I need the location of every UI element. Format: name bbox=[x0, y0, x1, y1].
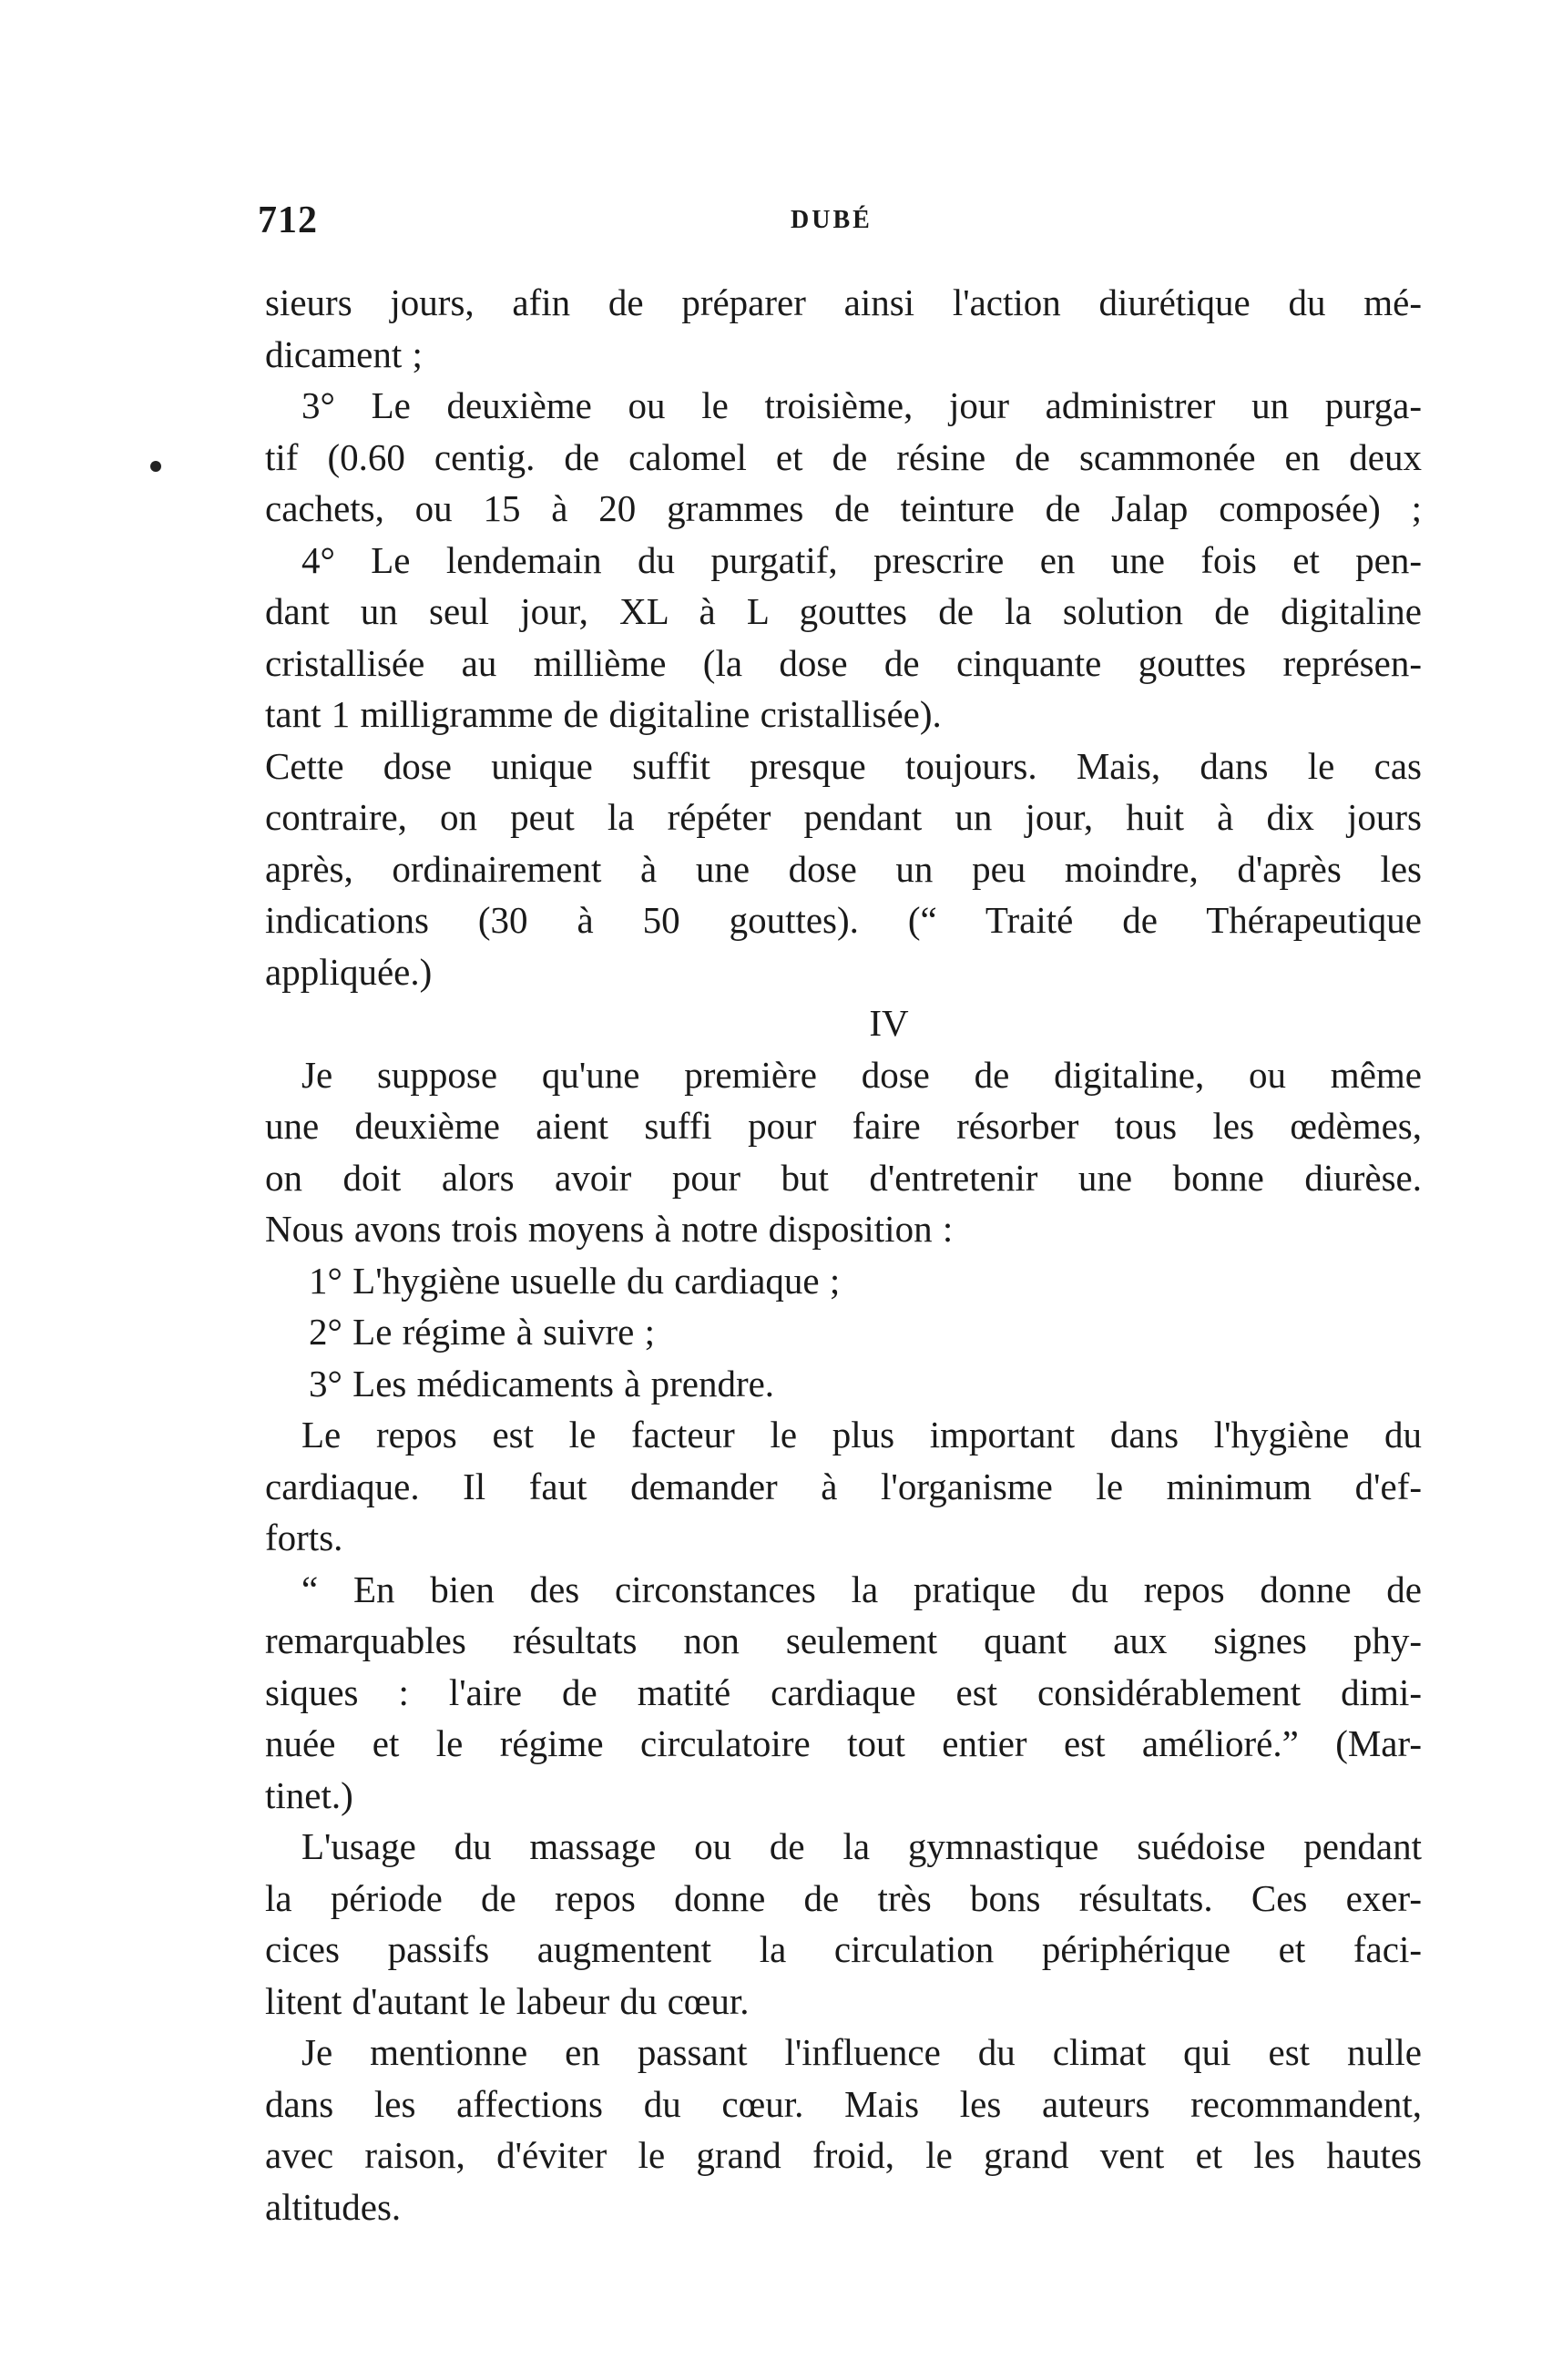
text-line: 4° Le lendemain du purgatif, prescrire en une fois et pen- bbox=[301, 538, 1422, 581]
text-line: indications (30 à 50 gouttes). (“ Traité de Thérapeutique bbox=[265, 899, 1422, 941]
text-line: Nous avons trois moyens à notre disposition : bbox=[265, 1208, 954, 1250]
text-line: litent d'autant le labeur du cœur. bbox=[265, 1979, 750, 2022]
text-line: on doit alors avoir pour but d'entretenir une bonne diurèse. bbox=[265, 1156, 1422, 1199]
text-line: appliquée.) bbox=[265, 950, 433, 993]
text-line: Je suppose qu'une première dose de digitaline, ou même bbox=[301, 1053, 1422, 1096]
quote-line: nuée et le régime circulatoire tout entier est amélioré.” (Mar- bbox=[265, 1722, 1422, 1764]
text-line: cices passifs augmentent la circulation périphérique et faci- bbox=[265, 1928, 1422, 1970]
text-line: tant 1 milligramme de digitaline cristallisée). bbox=[265, 693, 942, 735]
quote-line: remarquables résultats non seulement quant aux signes phy- bbox=[265, 1619, 1422, 1661]
text-line: après, ordinairement à une dose un peu moindre, d'après les bbox=[265, 847, 1422, 890]
text-line: forts. bbox=[265, 1517, 343, 1558]
text-line: 3° Le deuxième ou le troisième, jour administrer un purga- bbox=[301, 384, 1422, 426]
list-item: 2° Le régime à suivre ; bbox=[309, 1311, 656, 1353]
section-heading: IV bbox=[869, 1002, 909, 1044]
text-line: une deuxième aient suffi pour faire résorber tous les œdèmes, bbox=[265, 1105, 1422, 1147]
margin-bullet-mark bbox=[150, 461, 161, 472]
page-header bbox=[258, 199, 1424, 253]
quote-line: tinet.) bbox=[265, 1773, 353, 1816]
text-line: Je mentionne en passant l'influence du climat qui est nulle bbox=[301, 2031, 1422, 2073]
text-line: dans les affections du cœur. Mais les auteurs recommandent, bbox=[265, 2082, 1422, 2125]
text-line: dicament ; bbox=[265, 332, 423, 375]
text-line: dant un seul jour, XL à L gouttes de la solution de digitaline bbox=[265, 590, 1422, 632]
running-head: DUBÉ bbox=[791, 206, 873, 234]
text-line: avec raison, d'éviter le grand froid, le grand vent et les hautes bbox=[265, 2134, 1422, 2176]
text-line: cachets, ou 15 à 20 grammes de teinture de Jalap composée) ; bbox=[265, 487, 1422, 529]
text-line: sieurs jours, afin de préparer ainsi l'action diurétique du mé- bbox=[265, 281, 1422, 323]
text-line: Le repos est le facteur le plus important dans l'hygiène du bbox=[301, 1414, 1422, 1456]
list-item: 3° Les médicaments à prendre. bbox=[309, 1362, 775, 1405]
quote-line: “ En bien des circonstances la pratique du repos donne de bbox=[301, 1568, 1422, 1610]
text-line: cardiaque. Il faut demander à l'organisme le minimum d'ef- bbox=[265, 1465, 1422, 1507]
text-line: L'usage du massage ou de la gymnastique suédoise pendant bbox=[301, 1825, 1422, 1867]
page-number: 712 bbox=[258, 199, 318, 241]
text-line: la période de repos donne de très bons résultats. Ces exer- bbox=[265, 1876, 1422, 1919]
quote-line: siques : l'aire de matité cardiaque est considérablement dimi- bbox=[265, 1670, 1422, 1713]
text-line: cristallisée au millième (la dose de cinquante gouttes représen- bbox=[265, 641, 1422, 684]
text-line: Cette dose unique suffit presque toujours. Mais, dans le cas bbox=[265, 744, 1422, 787]
text-line: contraire, on peut la répéter pendant un jour, huit à dix jours bbox=[265, 796, 1422, 838]
text-line: tif (0.60 centig. de calomel et de résine de scammonée en deux bbox=[265, 435, 1422, 478]
page-body-text bbox=[265, 277, 1422, 2232]
list-item: 1° L'hygiène usuelle du cardiaque ; bbox=[309, 1259, 841, 1302]
text-line: altitudes. bbox=[265, 2185, 402, 2228]
